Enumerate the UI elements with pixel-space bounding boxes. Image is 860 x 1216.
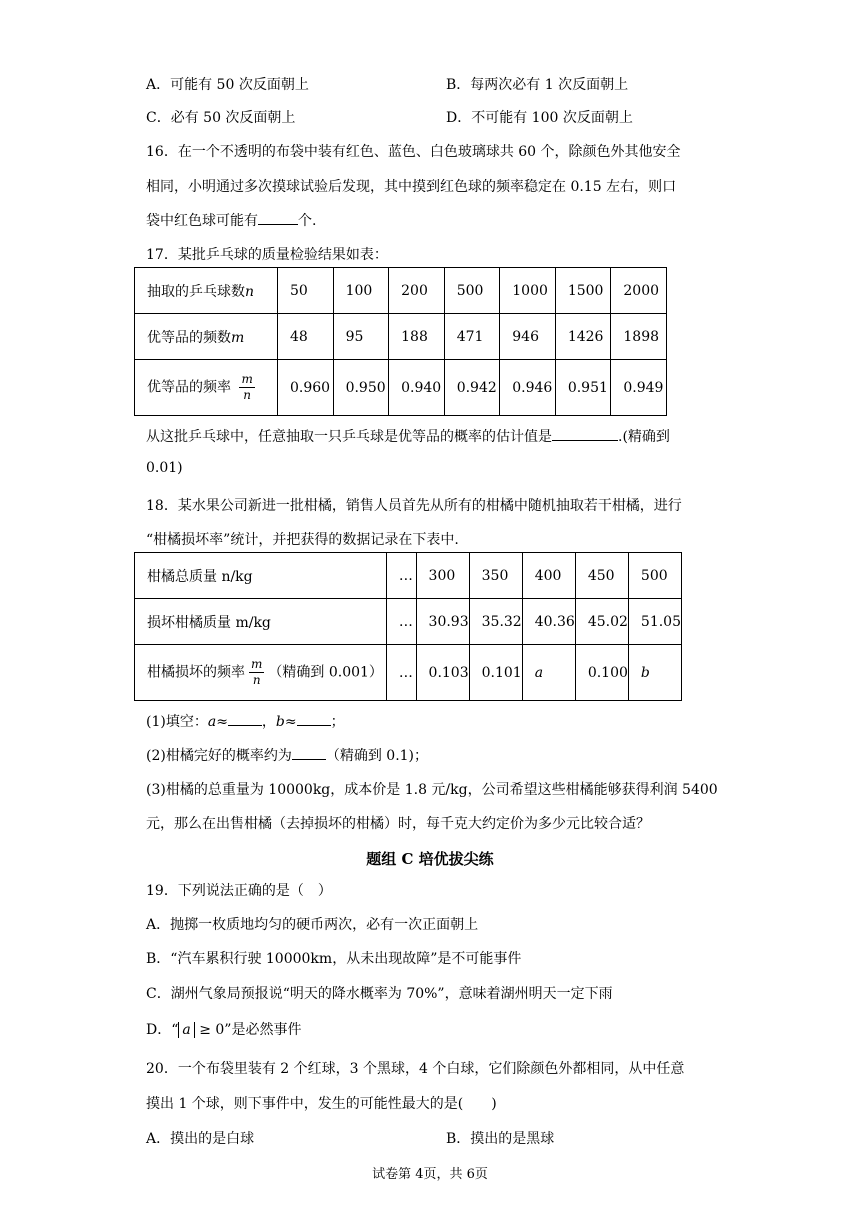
table-row <box>135 360 667 416</box>
table-header-cell: 损坏柑橘质量 m/kg <box>135 599 387 645</box>
q20-line-2: 摸出 1 个球，则下事件中，发生的可能性最大的是( ) <box>146 1096 497 1112</box>
table-cell: 500 <box>628 553 681 599</box>
table-cell: … <box>386 645 416 701</box>
q18-table <box>134 552 682 701</box>
q18-sub-3-line-1: (3)柑橘的总重量为 10000kg，成本价是 1.8 元/kg，公司希望这些柑橘能够获得利润 5400 <box>146 782 718 798</box>
table-cell: 35.32 <box>469 599 522 645</box>
q17-question-line-1: 从这批乒乓球中，任意抽取一只乒乓球是优等品的概率的估计值是 .(精确到 <box>146 429 670 445</box>
table-row <box>135 268 667 314</box>
table-cell: 100 <box>333 268 389 314</box>
table-cell: 200 <box>389 268 445 314</box>
q19-option-d: D．“ a ≥ 0”是必然事件 <box>146 1022 302 1038</box>
section-title: 题组 C 培优拔尖练 <box>366 850 494 868</box>
table-cell: 51.05 <box>628 599 681 645</box>
q18-sub-1: (1)填空：a≈ ，b≈ ； <box>146 714 345 730</box>
q15-option-c: C．必有 50 次反面朝上 <box>146 110 296 126</box>
q17-intro: 17．某批乒乓球的质量检验结果如表： <box>146 247 388 263</box>
q16-line-2: 相同，小明通过多次摸球试验后发现，其中摸到红色球的频率稳定在 0.15 左右，则口 <box>146 179 677 195</box>
table-cell: 40.36 <box>522 599 575 645</box>
q18-blank-c <box>292 759 326 760</box>
table-cell: 1426 <box>555 314 611 360</box>
q16-answer-blank <box>258 224 298 225</box>
q16-line-1: 16．在一个不透明的布袋中装有红色、蓝色、白色玻璃球共 60 个，除颜色外其他安全 <box>146 144 681 160</box>
q19-option-c: C．湖州气象局预报说“明天的降水概率为 70%”，意味着湖州明天一定下雨 <box>146 986 613 1002</box>
q18-blank-b <box>297 725 331 726</box>
table-cell: 0.101 <box>469 645 522 701</box>
q15-option-d: D．不可能有 100 次反面朝上 <box>446 110 633 126</box>
table-cell: b <box>628 645 681 701</box>
table-cell: 30.93 <box>416 599 469 645</box>
table-header-cell: 优等品的频数m <box>135 314 278 360</box>
page-footer: 试卷第 4页，共 6页 <box>372 1167 488 1182</box>
table-cell: 0.103 <box>416 645 469 701</box>
q16-text-before-blank: 袋中红色球可能有 <box>146 213 258 229</box>
table-header-cell: 柑橘总质量 n/kg <box>135 553 387 599</box>
fraction-m-over-n: $\frac{m}{n}$ <box>241 372 253 402</box>
q15-option-a: A．可能有 50 次反面朝上 <box>146 77 309 93</box>
table-cell: 1000 <box>500 268 556 314</box>
table-row <box>135 314 667 360</box>
q19-option-b: B．“汽车累积行驶 10000km，从未出现故障”是不可能事件 <box>146 951 522 967</box>
q18-line-1: 18．某水果公司新进一批柑橘，销售人员首先从所有的柑橘中随机抽取若干柑橘，进行 <box>146 498 682 514</box>
q20-option-b: B．摸出的是黑球 <box>446 1131 555 1147</box>
table-cell: 0.940 <box>389 360 445 416</box>
q16-line-3 <box>146 210 316 230</box>
table-cell: 500 <box>444 268 500 314</box>
q18-line-2: “柑橘损坏率”统计，并把获得的数据记录在下表中. <box>146 532 459 548</box>
q18-sub-3-line-2: 元，那么在出售柑橘（去掉损坏的柑橘）时，每千克大约定价为多少元比较合适？ <box>146 816 650 832</box>
q15-option-b: B．每两次必有 1 次反面朝上 <box>446 77 629 93</box>
table-row <box>135 553 682 599</box>
table-header-cell: 抽取的乒乓球数n <box>135 268 278 314</box>
table-header-cell: 优等品的频率 $\frac{m}{n}$ <box>135 360 278 416</box>
table-cell: 0.949 <box>611 360 667 416</box>
table-cell: 0.960 <box>278 360 334 416</box>
table-cell: … <box>386 599 416 645</box>
table-cell: 1898 <box>611 314 667 360</box>
table-cell: 0.100 <box>575 645 628 701</box>
q17-answer-blank <box>552 440 618 441</box>
table-cell: 48 <box>278 314 334 360</box>
q20-option-a: A．摸出的是白球 <box>146 1131 255 1147</box>
table-cell: 0.946 <box>500 360 556 416</box>
table-cell: 300 <box>416 553 469 599</box>
table-cell: 450 <box>575 553 628 599</box>
table-cell: 1500 <box>555 268 611 314</box>
table-cell: 471 <box>444 314 500 360</box>
table-header-cell: 柑橘损坏的频率 $\frac{m}{n}$ （精确到 0.001） <box>135 645 387 701</box>
table-cell: 400 <box>522 553 575 599</box>
table-row <box>135 599 682 645</box>
table-cell: 0.950 <box>333 360 389 416</box>
table-cell: 45.02 <box>575 599 628 645</box>
table-cell: … <box>386 553 416 599</box>
q19-option-a: A．抛掷一枚质地均匀的硬币两次，必有一次正面朝上 <box>146 917 479 933</box>
table-cell: 350 <box>469 553 522 599</box>
table-row <box>135 645 682 701</box>
table-cell: 188 <box>389 314 445 360</box>
table-cell: 0.942 <box>444 360 500 416</box>
q17-question-line-2: 0.01) <box>146 460 183 476</box>
table-cell: a <box>522 645 575 701</box>
table-cell: 2000 <box>611 268 667 314</box>
q20-line-1: 20．一个布袋里装有 2 个红球，3 个黑球，4 个白球，它们除颜色外都相同，从中任意 <box>146 1061 685 1077</box>
fraction-m-over-n: $\frac{m}{n}$ <box>251 657 263 687</box>
table-cell: 50 <box>278 268 334 314</box>
q16-text-after-blank: 个. <box>298 213 317 229</box>
q18-blank-a <box>228 725 262 726</box>
absolute-value-a: a <box>178 1022 194 1038</box>
table-cell: 0.951 <box>555 360 611 416</box>
q17-table <box>134 267 667 416</box>
table-cell: 946 <box>500 314 556 360</box>
q18-sub-2: (2)柑橘完好的概率约为 （精确到 0.1)； <box>146 748 429 764</box>
q19-stem: 19．下列说法正确的是（ ） <box>146 883 332 899</box>
table-cell: 95 <box>333 314 389 360</box>
